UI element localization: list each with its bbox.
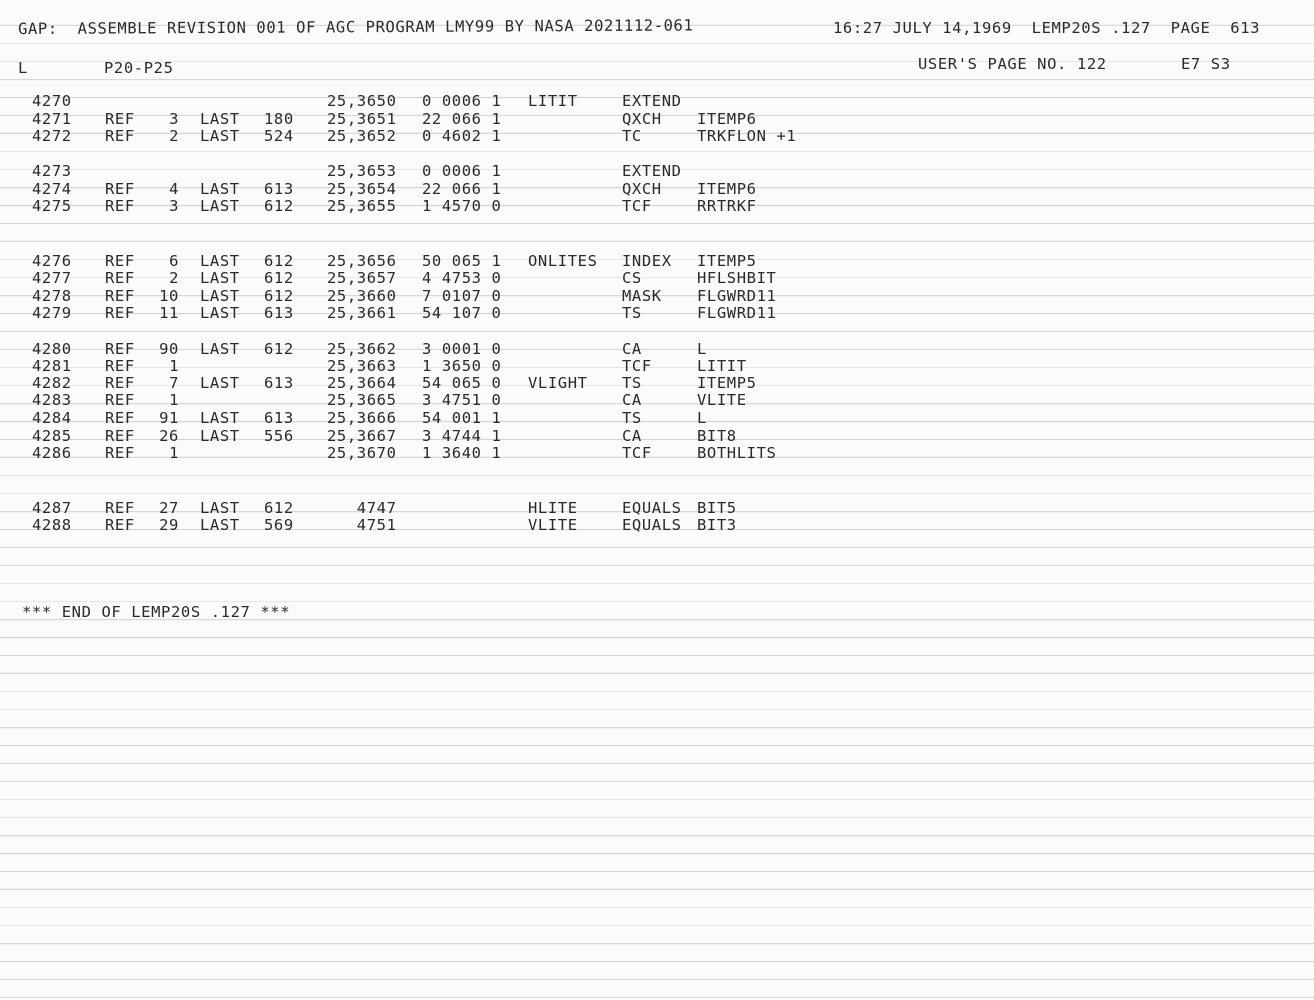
listing-line — [32, 427, 832, 445]
listing-num-field: 1 — [169, 357, 179, 375]
listing-pg-field: 613 — [264, 304, 294, 322]
listing-ln-field: 4278 — [32, 287, 72, 305]
listing-arg-field: HFLSHBIT — [697, 269, 777, 287]
listing-addr-field: 25,3664 — [327, 374, 397, 392]
listing-num-field: 3 — [169, 110, 179, 128]
listing-line — [32, 374, 832, 392]
listing-addr-field: 25,3660 — [327, 287, 397, 305]
listing-oct-field: 0 0006 1 — [422, 162, 502, 180]
listing-line — [32, 127, 832, 145]
subheader-left: L — [18, 59, 28, 77]
listing-ref-field: REF — [105, 391, 135, 409]
listing-addr-field: 25,3651 — [327, 110, 397, 128]
listing-op-field: TCF — [622, 197, 652, 215]
listing-op-field: EQUALS — [622, 499, 682, 517]
listing-ln-field: 4275 — [32, 197, 72, 215]
listing-arg-field: FLGWRD11 — [697, 287, 777, 305]
listing-addr-field: 25,3667 — [327, 427, 397, 445]
listing-op-field: CS — [622, 269, 642, 287]
listing-ref-field: REF — [105, 340, 135, 358]
listing-ln-field: 4279 — [32, 304, 72, 322]
listing-oct-field: 3 4751 0 — [422, 391, 502, 409]
listing-addr-field: 25,3655 — [327, 197, 397, 215]
listing-line — [32, 516, 832, 534]
listing-oct-field: 0 4602 1 — [422, 127, 502, 145]
listing-lbl-field: VLITE — [528, 516, 578, 534]
listing-oct-field: 1 4570 0 — [422, 197, 502, 215]
listing-arg-field: TRKFLON +1 — [697, 127, 797, 145]
listing-num-field: 2 — [169, 269, 179, 287]
listing-arg-field: LITIT — [697, 357, 747, 375]
listing-ref-field: REF — [105, 197, 135, 215]
listing-op-field: TC — [622, 127, 642, 145]
listing-line — [32, 92, 832, 110]
listing-addr-field: 4747 — [327, 499, 397, 517]
listing-arg-field: BIT5 — [697, 499, 737, 517]
listing-num-field: 10 — [159, 287, 179, 305]
listing-ref-field: REF — [105, 180, 135, 198]
listing-addr-field: 25,3654 — [327, 180, 397, 198]
listing-oct-field: 1 3650 0 — [422, 357, 502, 375]
listing-line — [32, 269, 832, 287]
listing-ln-field: 4277 — [32, 269, 72, 287]
listing-op-field: TCF — [622, 357, 652, 375]
listing-line — [32, 391, 832, 409]
listing-op-field: EQUALS — [622, 516, 682, 534]
listing-line — [32, 180, 832, 198]
listing-addr-field: 25,3652 — [327, 127, 397, 145]
listing-ln-field: 4276 — [32, 252, 72, 270]
listing-addr-field: 25,3662 — [327, 340, 397, 358]
listing-oct-field: 3 0001 0 — [422, 340, 502, 358]
listing-ref-field: REF — [105, 499, 135, 517]
listing-ln-field: 4281 — [32, 357, 72, 375]
listing-op-field: EXTEND — [622, 92, 682, 110]
listing-ln-field: 4287 — [32, 499, 72, 517]
listing-pg-field: 613 — [264, 409, 294, 427]
end-of-listing: *** END OF LEMP20S .127 *** — [22, 603, 291, 621]
listing-pg-field: 180 — [264, 110, 294, 128]
listing-ln-field: 4273 — [32, 162, 72, 180]
listing-lbl-field: ONLITES — [528, 252, 598, 270]
listing-arg-field: FLGWRD11 — [697, 304, 777, 322]
listing-line — [32, 197, 832, 215]
listing-ref-field: REF — [105, 287, 135, 305]
listing-last-field: LAST — [200, 374, 240, 392]
listing-arg-field: BIT8 — [697, 427, 737, 445]
listing-num-field: 27 — [159, 499, 179, 517]
listing-lbl-field: LITIT — [528, 92, 578, 110]
listing-num-field: 6 — [169, 252, 179, 270]
listing-addr-field: 25,3670 — [327, 444, 397, 462]
listing-num-field: 2 — [169, 127, 179, 145]
listing-op-field: MASK — [622, 287, 662, 305]
listing-num-field: 90 — [159, 340, 179, 358]
listing-arg-field: ITEMP5 — [697, 374, 757, 392]
listing-num-field: 1 — [169, 391, 179, 409]
listing-oct-field: 7 0107 0 — [422, 287, 502, 305]
listing-ln-field: 4288 — [32, 516, 72, 534]
listing-addr-field: 25,3663 — [327, 357, 397, 375]
listing-oct-field: 22 066 1 — [422, 180, 502, 198]
listing-op-field: INDEX — [622, 252, 672, 270]
listing-lbl-field: HLITE — [528, 499, 578, 517]
listing-pg-field: 613 — [264, 374, 294, 392]
listing-oct-field: 54 001 1 — [422, 409, 502, 427]
section-name: P20-P25 — [104, 59, 174, 77]
listing-addr-field: 25,3650 — [327, 92, 397, 110]
listing-oct-field: 1 3640 1 — [422, 444, 502, 462]
listing-lbl-field: VLIGHT — [528, 374, 588, 392]
listing-ref-field: REF — [105, 374, 135, 392]
listing-ln-field: 4272 — [32, 127, 72, 145]
listing-oct-field: 22 066 1 — [422, 110, 502, 128]
listing-arg-field: ITEMP6 — [697, 110, 757, 128]
listing-op-field: CA — [622, 427, 642, 445]
listing-last-field: LAST — [200, 304, 240, 322]
listing-num-field: 91 — [159, 409, 179, 427]
listing-oct-field: 54 065 0 — [422, 374, 502, 392]
listing-header-timestamp: 16:27 JULY 14,1969 LEMP20S .127 PAGE 613 — [833, 19, 1261, 37]
listing-arg-field: L — [697, 340, 707, 358]
listing-addr-field: 25,3661 — [327, 304, 397, 322]
listing-addr-field: 25,3653 — [327, 162, 397, 180]
listing-ln-field: 4274 — [32, 180, 72, 198]
listing-ln-field: 4280 — [32, 340, 72, 358]
listing-arg-field: ITEMP6 — [697, 180, 757, 198]
listing-arg-field: ITEMP5 — [697, 252, 757, 270]
listing-arg-field: VLITE — [697, 391, 747, 409]
listing-ln-field: 4285 — [32, 427, 72, 445]
listing-line — [32, 409, 832, 427]
listing-op-field: EXTEND — [622, 162, 682, 180]
listing-pg-field: 612 — [264, 499, 294, 517]
listing-arg-field: L — [697, 409, 707, 427]
listing-pg-field: 612 — [264, 287, 294, 305]
listing-pg-field: 612 — [264, 269, 294, 287]
listing-ref-field: REF — [105, 304, 135, 322]
listing-op-field: CA — [622, 340, 642, 358]
listing-op-field: QXCH — [622, 180, 662, 198]
listing-op-field: TS — [622, 409, 642, 427]
subheader-code: E7 S3 — [1181, 55, 1231, 73]
listing-ln-field: 4284 — [32, 409, 72, 427]
listing-addr-field: 25,3666 — [327, 409, 397, 427]
listing-pg-field: 524 — [264, 127, 294, 145]
listing-addr-field: 25,3657 — [327, 269, 397, 287]
listing-last-field: LAST — [200, 110, 240, 128]
listing-line — [32, 340, 832, 358]
listing-op-field: TS — [622, 374, 642, 392]
listing-ln-field: 4271 — [32, 110, 72, 128]
listing-pg-field: 569 — [264, 516, 294, 534]
listing-line — [32, 304, 832, 322]
listing-addr-field: 25,3656 — [327, 252, 397, 270]
listing-pg-field: 612 — [264, 252, 294, 270]
listing-pg-field: 613 — [264, 180, 294, 198]
listing-line — [32, 110, 832, 128]
listing-ref-field: REF — [105, 269, 135, 287]
listing-last-field: LAST — [200, 516, 240, 534]
listing-last-field: LAST — [200, 287, 240, 305]
listing-ref-field: REF — [105, 444, 135, 462]
listing-last-field: LAST — [200, 427, 240, 445]
listing-last-field: LAST — [200, 180, 240, 198]
listing-last-field: LAST — [200, 409, 240, 427]
listing-op-field: QXCH — [622, 110, 662, 128]
listing-last-field: LAST — [200, 252, 240, 270]
listing-num-field: 11 — [159, 304, 179, 322]
listing-ref-field: REF — [105, 409, 135, 427]
listing-ref-field: REF — [105, 357, 135, 375]
listing-ln-field: 4286 — [32, 444, 72, 462]
listing-num-field: 3 — [169, 197, 179, 215]
listing-ln-field: 4270 — [32, 92, 72, 110]
listing-pg-field: 612 — [264, 197, 294, 215]
listing-ln-field: 4282 — [32, 374, 72, 392]
listing-oct-field: 54 107 0 — [422, 304, 502, 322]
listing-arg-field: BIT3 — [697, 516, 737, 534]
listing-line — [32, 357, 832, 375]
listing-addr-field: 25,3665 — [327, 391, 397, 409]
listing-oct-field: 0 0006 1 — [422, 92, 502, 110]
listing-last-field: LAST — [200, 269, 240, 287]
listing-ref-field: REF — [105, 516, 135, 534]
listing-pg-field: 612 — [264, 340, 294, 358]
user-page-number: USER'S PAGE NO. 122 — [918, 55, 1107, 73]
listing-line — [32, 162, 832, 180]
listing-num-field: 26 — [159, 427, 179, 445]
listing-addr-field: 4751 — [327, 516, 397, 534]
listing-line — [32, 252, 832, 270]
listing-line — [32, 287, 832, 305]
listing-op-field: CA — [622, 391, 642, 409]
listing-arg-field: RRTRKF — [697, 197, 757, 215]
listing-line — [32, 499, 832, 517]
listing-ln-field: 4283 — [32, 391, 72, 409]
listing-ref-field: REF — [105, 127, 135, 145]
listing-num-field: 1 — [169, 444, 179, 462]
listing-num-field: 7 — [169, 374, 179, 392]
listing-pg-field: 556 — [264, 427, 294, 445]
listing-last-field: LAST — [200, 197, 240, 215]
listing-op-field: TS — [622, 304, 642, 322]
listing-ref-field: REF — [105, 427, 135, 445]
listing-oct-field: 50 065 1 — [422, 252, 502, 270]
listing-header-title: GAP: ASSEMBLE REVISION 001 OF AGC PROGRAM LMY99 BY NASA 2021112-061 — [18, 16, 694, 38]
listing-oct-field: 3 4744 1 — [422, 427, 502, 445]
listing-last-field: LAST — [200, 340, 240, 358]
listing-arg-field: BOTHLITS — [697, 444, 777, 462]
listing-ref-field: REF — [105, 252, 135, 270]
listing-op-field: TCF — [622, 444, 652, 462]
listing-ref-field: REF — [105, 110, 135, 128]
listing-oct-field: 4 4753 0 — [422, 269, 502, 287]
listing-num-field: 29 — [159, 516, 179, 534]
listing-last-field: LAST — [200, 499, 240, 517]
listing-last-field: LAST — [200, 127, 240, 145]
listing-num-field: 4 — [169, 180, 179, 198]
listing-line — [32, 444, 832, 462]
